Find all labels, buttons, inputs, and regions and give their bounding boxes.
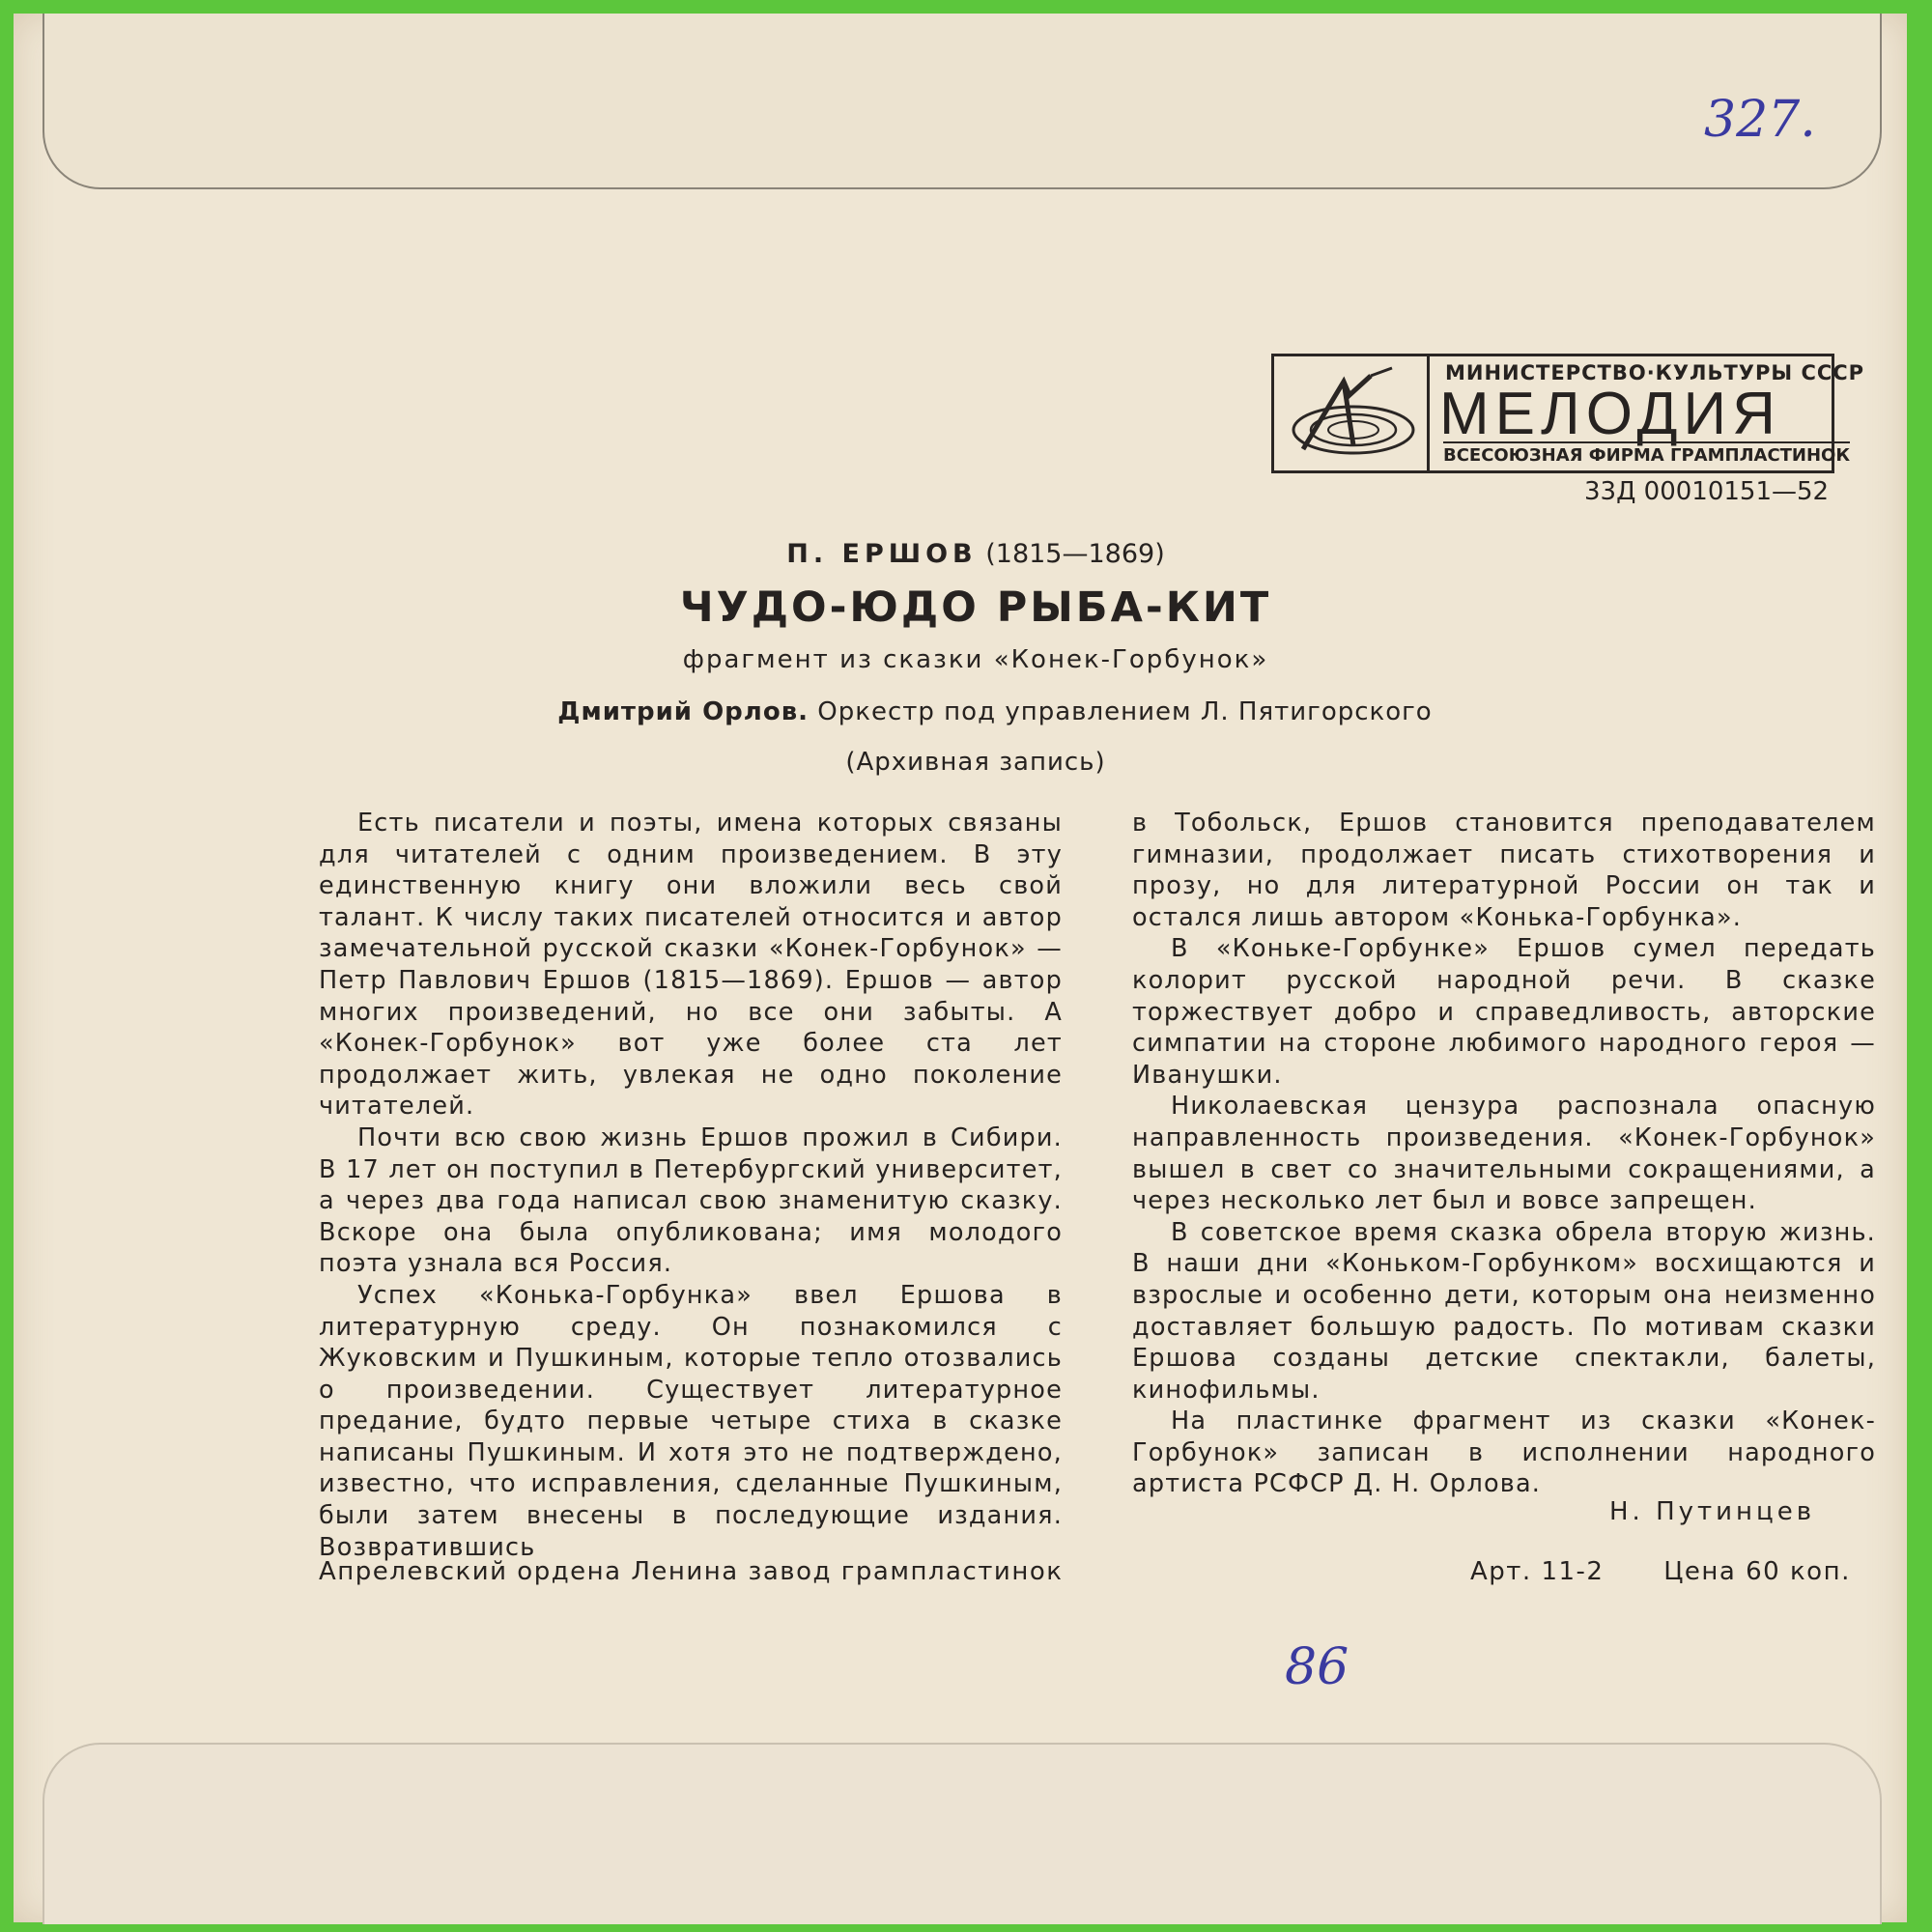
- top-flap: [43, 14, 1882, 189]
- article-and-price: [1470, 1557, 1851, 1586]
- melodiya-emblem-icon: [1274, 356, 1430, 470]
- handwritten-number-top: 327.: [1704, 91, 1816, 149]
- essay-author: Н. Путинцев: [1609, 1497, 1816, 1526]
- essay-paragraph: Почти всю свою жизнь Ершов прожил в Сибири. В 17 лет он поступил в Петербургский университет, а через два года написал свою знаменитую сказку. Вскоре она была опубликована; имя молодого поэта узнала вся Россия.: [319, 1122, 1063, 1279]
- factory-name: Апрелевский ордена Ленина завод грампластинок: [319, 1557, 1064, 1586]
- melodiya-logo: [1271, 354, 1865, 473]
- record-subtitle: фрагмент из сказки «Конек-Горбунок»: [682, 645, 1269, 674]
- logo-firm: ВСЕСОЮЗНАЯ ФИРМА ГРАМПЛАСТИНОК: [1443, 441, 1850, 466]
- author-years: (1815—1869): [985, 539, 1165, 569]
- performer-name: Дмитрий Орлов.: [557, 697, 810, 726]
- essay-paragraph: В «Коньке-Горбунке» Ершов сумел передать колорит русской народной речи. В сказке торжествует добро и справедливость, авторские симпатии на стороне любимого народного героя — Иванушки.: [1132, 934, 1876, 1090]
- essay-paragraph: Успех «Конька-Горбунка» ввел Ершова в литературную среду. Он познакомился с Жуковским и Пушкиным, которые тепло отозвались о произведении. Существует литературное предание, будто первые четыре стиха в сказке написаны Пушкиным. И хотя это не подтверждено, известно, что исправления, сделанные Пушкиным, были затем внесены в последующие издания. Возвратившись: [319, 1280, 1063, 1562]
- bottom-flap: [43, 1743, 1882, 1924]
- logo-brand: МЕЛОДИЯ: [1439, 381, 1781, 447]
- recording-note: (Архивная запись): [845, 748, 1106, 777]
- orchestra-credit: Оркестр под управлением Л. Пятигорского: [817, 697, 1433, 726]
- catalog-number: 33Д 00010151—52: [1584, 477, 1830, 506]
- melodiya-text-block: [1430, 356, 1865, 470]
- article-number: Арт. 11-2: [1470, 1557, 1605, 1586]
- essay-right-column: [1132, 808, 1876, 1500]
- price: Цена 60 коп.: [1663, 1557, 1851, 1586]
- handwritten-number-bottom: 86: [1285, 1638, 1350, 1696]
- essay-paragraph: В советское время сказка обрела вторую жизнь. В наши дни «Коньком-Горбунком» восхищаются и взрослые и особенно дети, которым она неизменно доставляет большую радость. По мотивам сказки Ершова созданы детские спектакли, балеты, кинофильмы.: [1132, 1217, 1876, 1405]
- logo-ministry: МИНИСТЕРСТВО·КУЛЬТУРЫ СССР: [1445, 361, 1865, 384]
- essay-paragraph: На пластинке фрагмент из сказки «Конек-Горбунок» записан в исполнении народного артиста РСФСР Д. Н. Орлова.: [1132, 1406, 1876, 1499]
- performer-line: [309, 697, 1681, 726]
- essay-paragraph: Николаевская цензура распознала опасную направленность произведения. «Конек-Горбунок» вышел в свет со значительными сокращениями, а через несколько лет был и вовсе запрещен.: [1132, 1092, 1876, 1216]
- author-name: П. ЕРШОВ: [786, 539, 978, 569]
- essay-left-column: [319, 808, 1063, 1563]
- record-title: ЧУДО-ЮДО РЫБА-КИТ: [679, 583, 1272, 632]
- essay-paragraph: в Тобольск, Ершов становится преподавателем гимназии, продолжает писать стихотворения и прозу, но для литературной России он так и остался лишь автором «Конька-Горбунка».: [1132, 809, 1876, 932]
- essay-paragraph: Есть писатели и поэты, имена которых связаны для читателей с одним произведением. В эту единственную книгу они вложили весь свой талант. К числу таких писателей относится и автор замечательной русской сказки «Конек-Горбунок» — Петр Павлович Ершов (1815—1869). Ершов — автор многих произведений, но все они забыты. А «Конек-Горбунок» вот уже более ста лет продолжает жить, увлекая не одно поколение читателей.: [319, 809, 1063, 1122]
- author-line: [290, 539, 1662, 569]
